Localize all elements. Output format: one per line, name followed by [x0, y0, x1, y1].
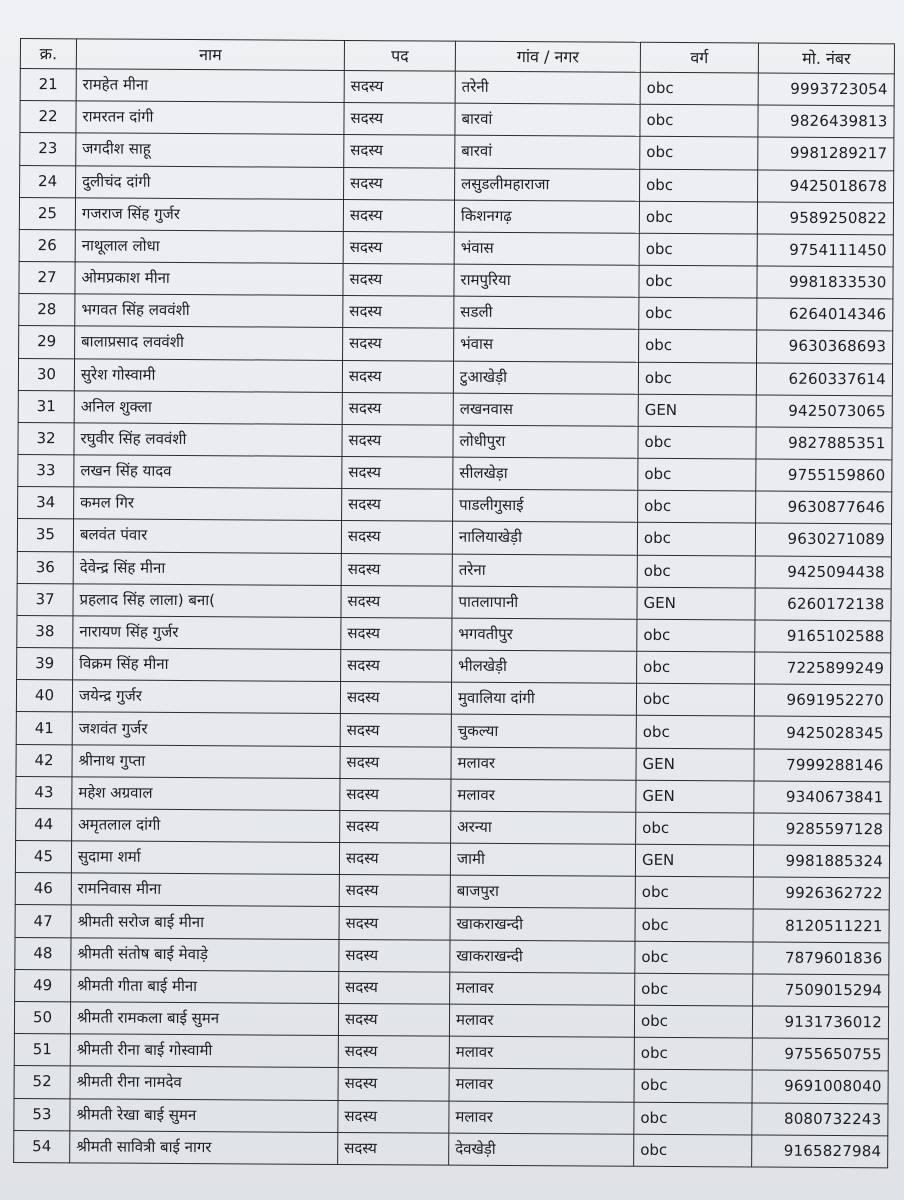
cell-name: रामहेत मीना — [76, 69, 344, 103]
table-row — [19, 197, 893, 235]
cell-name: जगदीश साहू — [76, 133, 344, 167]
header-name: नाम — [76, 39, 344, 71]
cell-name: कमल गिर — [74, 487, 342, 521]
cell-name: गजराज सिंह गुर्जर — [75, 198, 343, 232]
cell-num: 47 — [15, 905, 71, 938]
cell-mobile: 6260172138 — [755, 588, 891, 621]
cell-post: सदस्य — [342, 360, 453, 393]
cell-category: obc — [634, 1102, 752, 1135]
cell-name: सुरेश गोस्वामी — [74, 358, 342, 392]
cell-mobile: 9630368693 — [757, 330, 893, 363]
cell-mobile: 9131736012 — [752, 1006, 888, 1039]
cell-category: GEN — [636, 780, 754, 813]
cell-mobile: 9165827984 — [752, 1135, 888, 1168]
cell-name: श्रीमती सरोज बाई मीना — [71, 905, 339, 939]
cell-name: विक्रम सिंह मीना — [73, 648, 341, 682]
cell-place: मलावर — [450, 972, 635, 1005]
cell-num: 33 — [18, 455, 74, 488]
cell-num: 27 — [19, 262, 75, 295]
header-place: गांव / नगर — [455, 41, 640, 72]
cell-post: सदस्य — [343, 231, 454, 264]
cell-num: 23 — [20, 133, 76, 166]
cell-place: मलावर — [451, 779, 636, 812]
cell-category: obc — [639, 233, 757, 266]
cell-num: 53 — [14, 1098, 70, 1131]
cell-category: obc — [639, 297, 757, 330]
cell-place: रामपुरिया — [454, 264, 639, 297]
cell-place: मलावर — [449, 1101, 634, 1134]
table-row — [14, 1066, 888, 1104]
table-row — [19, 326, 893, 364]
cell-category: obc — [639, 201, 757, 234]
cell-place: तरेनी — [455, 71, 640, 104]
cell-num: 26 — [19, 229, 75, 262]
cell-mobile: 9165102588 — [755, 620, 891, 653]
cell-num: 36 — [17, 551, 73, 584]
cell-mobile: 7509015294 — [753, 974, 889, 1007]
table-row — [19, 262, 893, 300]
cell-name: श्रीमती संतोष बाई मेवाड़े — [71, 937, 339, 971]
table-row — [20, 165, 894, 203]
cell-place: तरेना — [452, 554, 637, 587]
cell-num: 51 — [14, 1034, 70, 1067]
cell-post: सदस्य — [343, 199, 454, 232]
cell-post: सदस्य — [338, 1132, 449, 1165]
table-row — [18, 422, 892, 460]
cell-num: 34 — [18, 487, 74, 520]
cell-place: मलावर — [449, 1036, 634, 1069]
cell-mobile: 6260337614 — [756, 363, 892, 396]
cell-name: श्रीनाथ गुप्ता — [72, 744, 340, 778]
cell-place: भगवतीपुर — [452, 618, 637, 651]
table-row — [17, 648, 891, 686]
table-row — [16, 808, 890, 846]
cell-post: सदस्य — [341, 585, 452, 618]
table-row — [16, 776, 890, 814]
cell-category: obc — [634, 1070, 752, 1103]
cell-mobile: 9691008040 — [752, 1070, 888, 1103]
cell-place: मलावर — [449, 1004, 634, 1037]
cell-place: टुआखेड़ी — [453, 361, 638, 394]
cell-name: श्रीमती रामकला बाई सुमन — [70, 1002, 338, 1036]
cell-category: obc — [636, 812, 754, 845]
cell-mobile: 9755159860 — [756, 459, 892, 492]
table-row — [17, 615, 891, 653]
cell-num: 38 — [17, 615, 73, 648]
cell-category: GEN — [635, 844, 753, 877]
cell-place: खाकराखन्दी — [450, 940, 635, 973]
cell-category: obc — [634, 1037, 752, 1070]
cell-post: सदस्य — [343, 264, 454, 297]
cell-post: सदस्य — [344, 167, 455, 200]
cell-name: सुदामा शर्मा — [71, 841, 339, 875]
cell-name: भगवत सिंह लववंशी — [75, 294, 343, 328]
table-row — [15, 937, 889, 975]
cell-post: सदस्य — [340, 682, 451, 715]
table-row — [15, 969, 889, 1007]
cell-category: obc — [636, 716, 754, 749]
cell-num: 21 — [20, 69, 76, 102]
cell-name: बलवंत पंवार — [73, 519, 341, 553]
cell-post: सदस्य — [343, 328, 454, 361]
cell-name: दुलीचंद दांगी — [76, 165, 344, 199]
cell-name: लखन सिंह यादव — [74, 455, 342, 489]
cell-category: obc — [635, 877, 753, 910]
cell-place: भंवास — [454, 232, 639, 265]
cell-category: obc — [638, 491, 756, 524]
cell-mobile: 9340673841 — [754, 781, 890, 814]
cell-post: सदस्य — [339, 907, 450, 940]
cell-place: खाकराखन्दी — [450, 908, 635, 941]
cell-place: भीलखेड़ी — [452, 650, 637, 683]
cell-num: 41 — [16, 712, 72, 745]
cell-name: जयेन्द्र गुर्जर — [72, 680, 340, 714]
cell-mobile: 9589250822 — [757, 202, 893, 235]
cell-place: देवखेड़ी — [449, 1133, 634, 1166]
cell-post: सदस्य — [342, 489, 453, 522]
cell-place: लोधीपुरा — [453, 425, 638, 458]
table-row — [16, 744, 890, 782]
cell-num: 32 — [18, 422, 74, 455]
cell-name: श्रीमती रीना नामदेव — [70, 1066, 338, 1100]
cell-place: लखनवास — [453, 393, 638, 426]
table-row — [15, 841, 889, 879]
cell-mobile: 9981833530 — [757, 266, 893, 299]
cell-post: सदस्य — [341, 650, 452, 683]
header-num: क्र. — [20, 39, 76, 69]
cell-mobile: 9981885324 — [753, 845, 889, 878]
table-row — [19, 294, 893, 332]
cell-num: 45 — [15, 841, 71, 874]
cell-category: obc — [640, 137, 758, 170]
cell-place: पातलापानी — [452, 586, 637, 619]
cell-num: 37 — [17, 583, 73, 616]
cell-post: सदस्य — [340, 778, 451, 811]
cell-name: बालाप्रसाद लववंशी — [75, 326, 343, 360]
cell-category: obc — [638, 458, 756, 491]
cell-num: 48 — [15, 937, 71, 970]
cell-mobile: 9630271089 — [755, 523, 891, 556]
header-mobile: मो. नंबर — [758, 43, 894, 74]
cell-place: मुवालिया दांगी — [451, 682, 636, 715]
table-row — [17, 583, 891, 621]
header-post: पद — [344, 40, 455, 71]
table-row — [16, 712, 890, 750]
cell-post: सदस्य — [344, 70, 455, 103]
cell-mobile: 8120511221 — [753, 909, 889, 942]
cell-mobile: 9630877646 — [756, 491, 892, 524]
cell-name: जशवंत गुर्जर — [72, 712, 340, 746]
cell-place: बाजपुरा — [450, 875, 635, 908]
cell-post: सदस्य — [339, 843, 450, 876]
table-row — [14, 1130, 888, 1168]
cell-post: सदस्य — [341, 617, 452, 650]
cell-mobile: 9827885351 — [756, 427, 892, 460]
cell-category: obc — [638, 426, 756, 459]
cell-num: 54 — [14, 1130, 70, 1163]
cell-post: सदस्य — [338, 1068, 449, 1101]
cell-post: सदस्य — [342, 392, 453, 425]
cell-mobile: 7879601836 — [753, 942, 889, 975]
cell-place: जामी — [450, 843, 635, 876]
cell-name: श्रीमती सावित्री बाई नागर — [70, 1130, 338, 1164]
table-row — [17, 551, 891, 589]
cell-mobile: 9926362722 — [753, 877, 889, 910]
cell-num: 29 — [19, 326, 75, 359]
cell-num: 30 — [18, 358, 74, 391]
cell-mobile: 9993723054 — [758, 73, 894, 106]
cell-num: 49 — [15, 969, 71, 1002]
table-row — [18, 455, 892, 493]
cell-mobile: 9425094438 — [755, 556, 891, 589]
cell-mobile: 9981289217 — [758, 137, 894, 170]
cell-name: महेश अग्रवाल — [72, 777, 340, 811]
cell-place: मलावर — [451, 747, 636, 780]
cell-category: obc — [639, 330, 757, 363]
cell-category: obc — [634, 1134, 752, 1167]
cell-category: obc — [635, 973, 753, 1006]
table-row — [15, 905, 889, 943]
cell-category: obc — [635, 909, 753, 942]
cell-category: obc — [637, 523, 755, 556]
table-row — [18, 487, 892, 525]
cell-category: obc — [639, 265, 757, 298]
cell-name: रामनिवास मीना — [71, 873, 339, 907]
cell-num: 39 — [17, 648, 73, 681]
cell-mobile: 6264014346 — [757, 298, 893, 331]
cell-num: 52 — [14, 1066, 70, 1099]
cell-post: सदस्य — [339, 875, 450, 908]
cell-num: 24 — [20, 165, 76, 198]
cell-mobile: 9425073065 — [756, 395, 892, 428]
cell-category: obc — [634, 1005, 752, 1038]
cell-category: obc — [640, 72, 758, 105]
cell-name: नाथूलाल लोधा — [75, 230, 343, 264]
cell-post: सदस्य — [340, 714, 451, 747]
table-row — [14, 1034, 888, 1072]
cell-place: मलावर — [449, 1068, 634, 1101]
cell-post: सदस्य — [339, 971, 450, 1004]
cell-mobile: 8080732243 — [752, 1102, 888, 1135]
cell-post: सदस्य — [340, 746, 451, 779]
cell-post: सदस्य — [342, 457, 453, 490]
cell-place: अरन्या — [451, 811, 636, 844]
cell-name: रघुवीर सिंह लववंशी — [74, 423, 342, 457]
cell-num: 46 — [15, 873, 71, 906]
cell-category: GEN — [637, 587, 755, 620]
cell-num: 40 — [16, 680, 72, 713]
cell-category: obc — [637, 619, 755, 652]
cell-post: सदस्य — [338, 1003, 449, 1036]
cell-place: भंवास — [454, 329, 639, 362]
cell-name: श्रीमती रेखा बाई सुमन — [70, 1098, 338, 1132]
cell-post: सदस्य — [338, 1100, 449, 1133]
cell-category: GEN — [638, 394, 756, 427]
cell-mobile: 9285597128 — [754, 813, 890, 846]
cell-category: obc — [640, 104, 758, 137]
cell-category: obc — [637, 555, 755, 588]
member-table — [13, 38, 895, 1168]
cell-name: देवेन्द्र सिंह मीना — [73, 551, 341, 585]
table-row — [18, 390, 892, 428]
cell-name: प्रहलाद सिंह लाला) बना( — [73, 584, 341, 618]
cell-mobile: 9754111450 — [757, 234, 893, 267]
cell-mobile: 9425028345 — [754, 716, 890, 749]
cell-mobile: 9425018678 — [758, 170, 894, 203]
cell-place: किशनगढ़ — [454, 200, 639, 233]
cell-num: 22 — [20, 101, 76, 134]
cell-post: सदस्य — [341, 553, 452, 586]
table-row — [18, 358, 892, 396]
cell-name: नारायण सिंह गुर्जर — [73, 616, 341, 650]
table-row — [20, 69, 894, 107]
cell-place: बारवां — [455, 103, 640, 136]
cell-num: 50 — [14, 1001, 70, 1034]
cell-category: obc — [636, 684, 754, 717]
cell-place: सडली — [454, 296, 639, 329]
table-row — [16, 680, 890, 718]
cell-num: 25 — [19, 197, 75, 230]
header-category: वर्ग — [640, 42, 758, 73]
cell-post: सदस्य — [342, 424, 453, 457]
cell-mobile: 7225899249 — [755, 652, 891, 685]
cell-place: नालियाखेड़ी — [452, 522, 637, 555]
cell-name: श्रीमती गीता बाई मीना — [71, 970, 339, 1004]
cell-num: 28 — [19, 294, 75, 327]
cell-num: 31 — [18, 390, 74, 423]
cell-mobile: 9691952270 — [754, 684, 890, 717]
cell-category: obc — [640, 169, 758, 202]
cell-post: सदस्य — [344, 103, 455, 136]
cell-post: सदस्य — [343, 296, 454, 329]
cell-num: 44 — [16, 808, 72, 841]
cell-mobile: 9826439813 — [758, 105, 894, 138]
cell-name: अमृतलाल दांगी — [72, 809, 340, 843]
cell-num: 42 — [16, 744, 72, 777]
cell-post: सदस्य — [341, 521, 452, 554]
table-row — [20, 101, 894, 139]
table-row — [20, 133, 894, 171]
cell-place: सीलखेड़ा — [453, 457, 638, 490]
cell-place: पाडलीगुसाई — [453, 489, 638, 522]
cell-num: 35 — [17, 519, 73, 552]
cell-place: लसुडलीमहाराजा — [455, 168, 640, 201]
cell-post: सदस्य — [339, 939, 450, 972]
table-row — [14, 1001, 888, 1039]
cell-post: सदस्य — [344, 135, 455, 168]
cell-category: obc — [637, 651, 755, 684]
cell-name: अनिल शुक्ला — [74, 391, 342, 425]
cell-category: obc — [635, 941, 753, 974]
cell-category: obc — [638, 362, 756, 395]
cell-place: बारवां — [455, 136, 640, 169]
table-row — [17, 519, 891, 557]
cell-post: सदस्य — [340, 810, 451, 843]
cell-name: रामरतन दांगी — [76, 101, 344, 135]
table-row — [15, 873, 889, 911]
table-body — [14, 69, 895, 1168]
table-row — [19, 229, 893, 267]
cell-place: चुकल्या — [451, 715, 636, 748]
cell-category: GEN — [636, 748, 754, 781]
table-row — [14, 1098, 888, 1136]
cell-mobile: 7999288146 — [754, 749, 890, 782]
cell-name: श्रीमती रीना बाई गोस्वामी — [70, 1034, 338, 1068]
cell-post: सदस्य — [338, 1036, 449, 1069]
cell-mobile: 9755650755 — [752, 1038, 888, 1071]
cell-num: 43 — [16, 776, 72, 809]
cell-name: ओमप्रकाश मीना — [75, 262, 343, 296]
